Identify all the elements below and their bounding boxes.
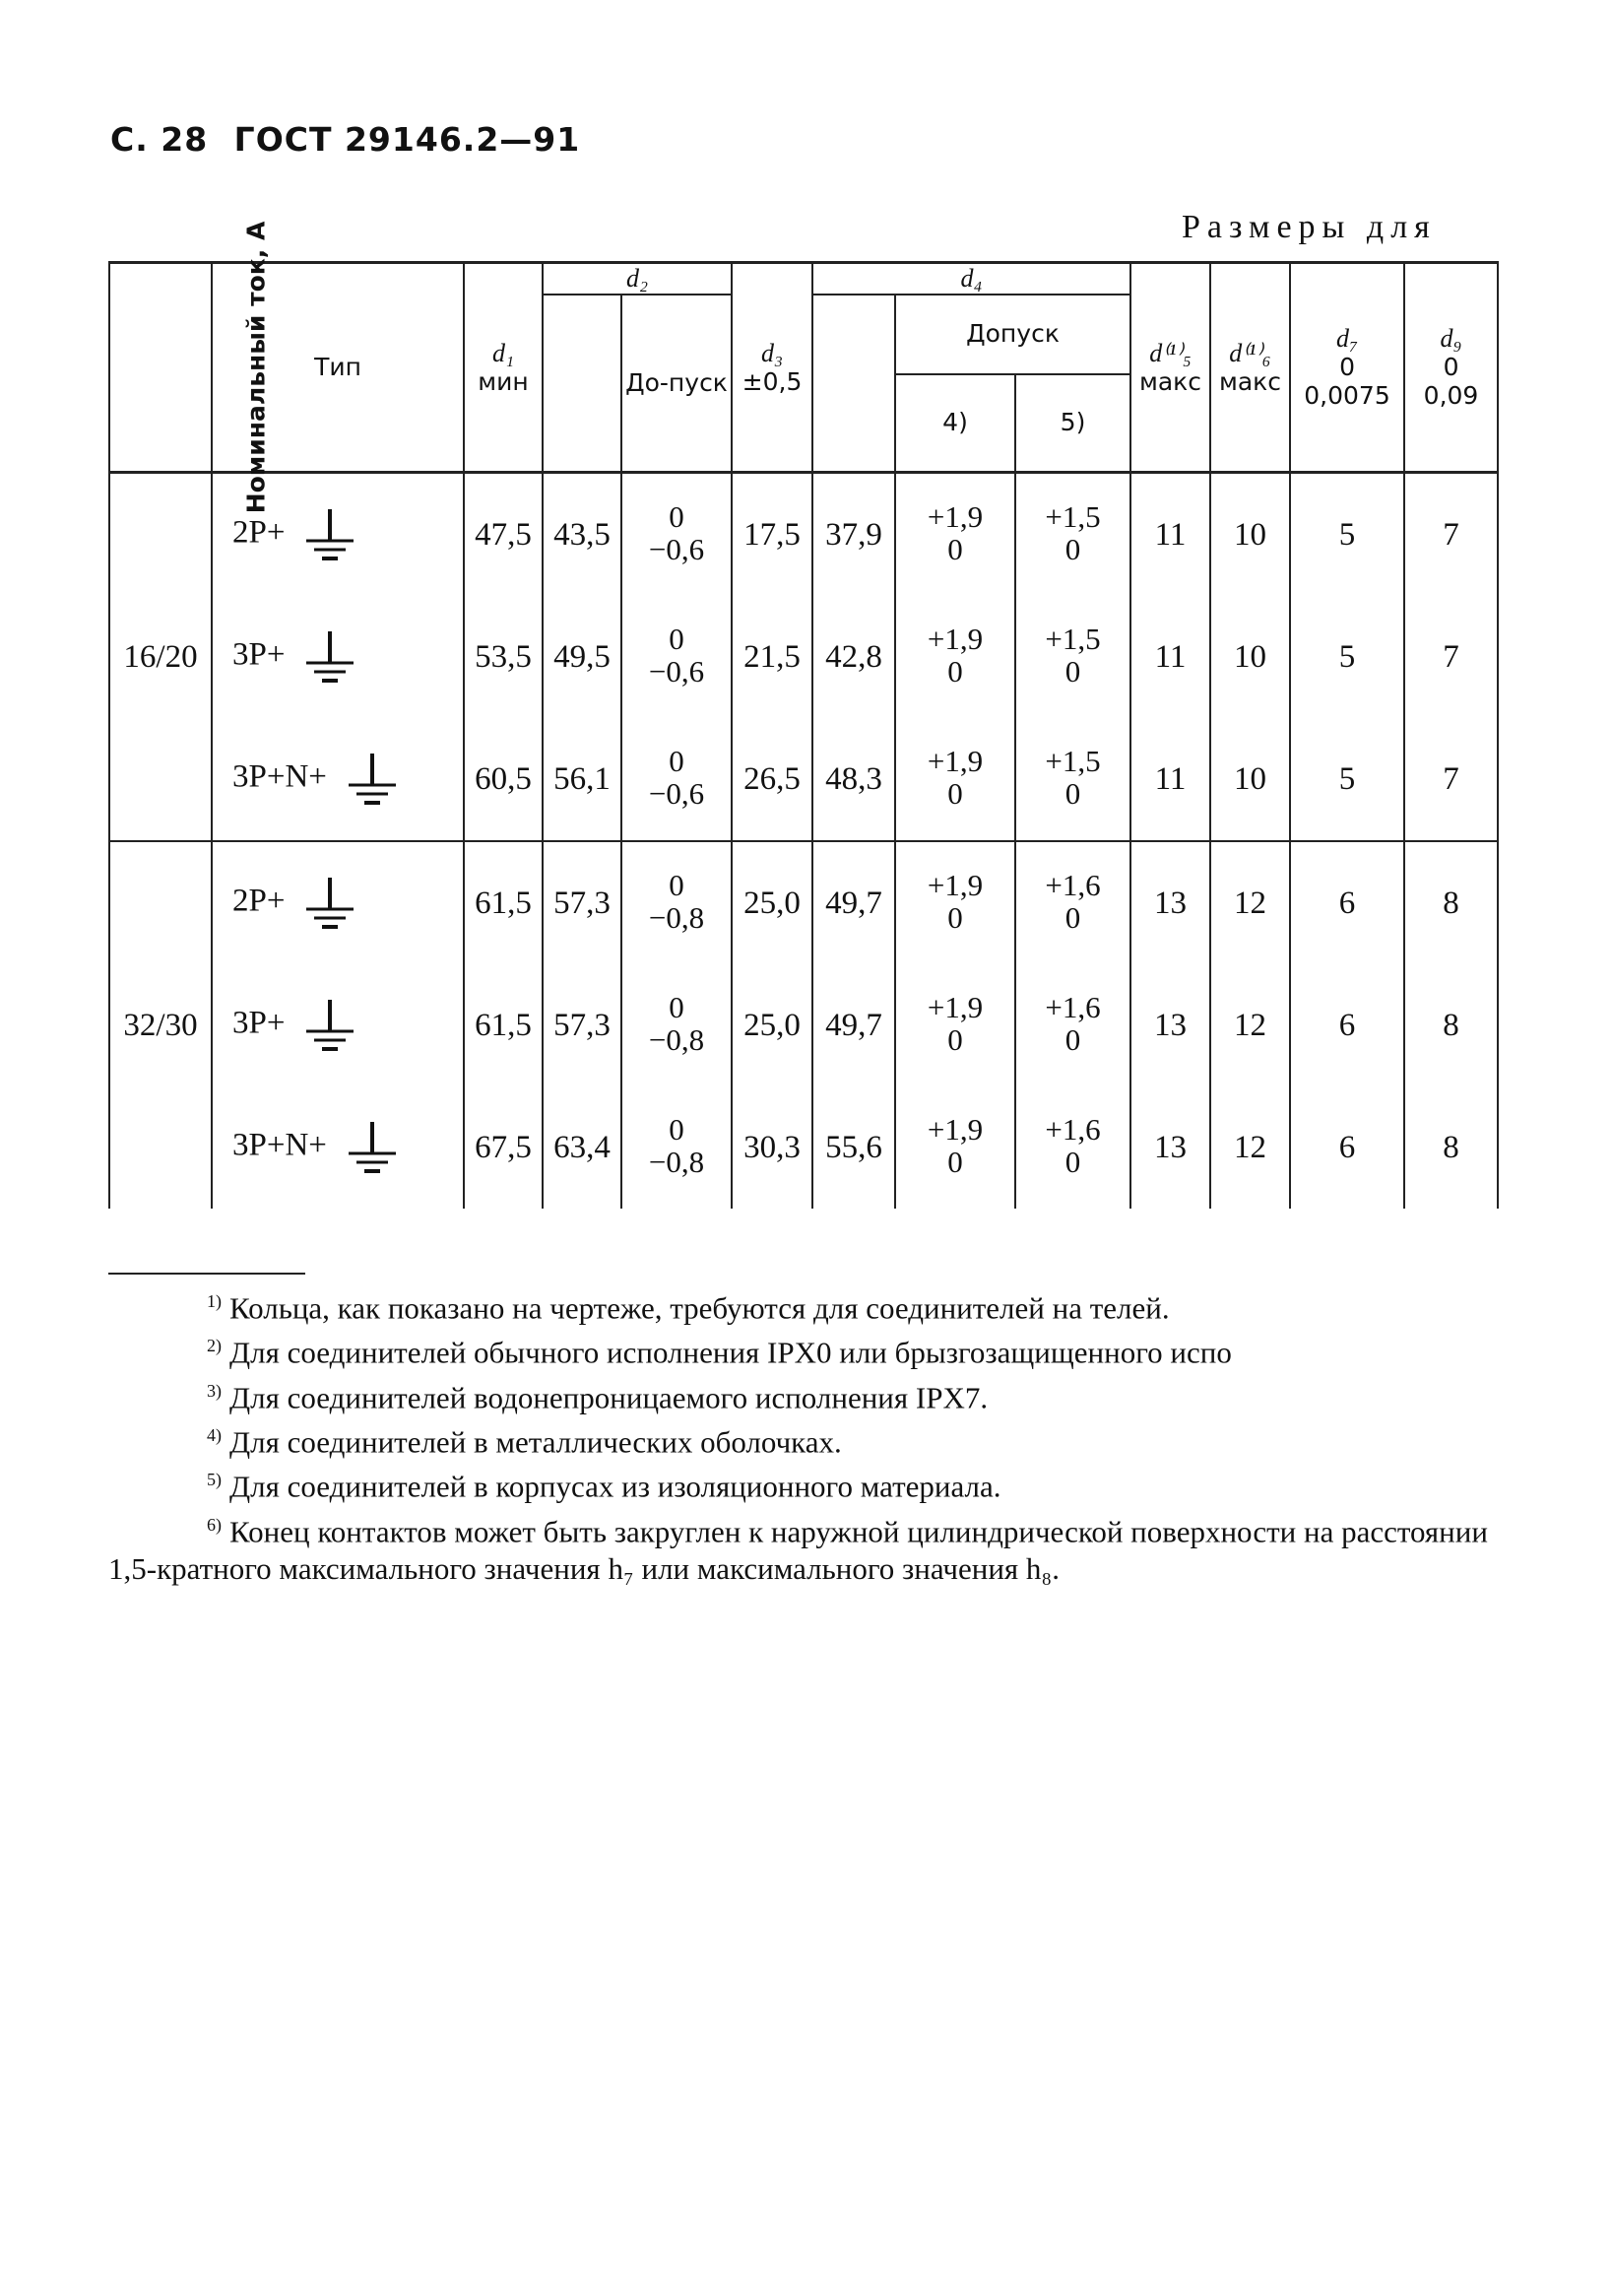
- footnote-mark: 4): [207, 1424, 222, 1445]
- header-d5: d⁽¹⁾₅ макс: [1130, 263, 1210, 473]
- header-d1: d₁ мин: [464, 263, 543, 473]
- cell-d3: 25,0: [732, 964, 812, 1086]
- footnote: [108, 1372, 1516, 1416]
- standard-number: ГОСТ 29146.2—91: [233, 120, 581, 159]
- cell-d4: 42,8: [812, 596, 895, 718]
- header-type: Тип: [212, 263, 464, 473]
- header-d4-tol-note4: 4): [895, 374, 1015, 473]
- footnote-mark: 2): [207, 1336, 222, 1356]
- cell-d6: 12: [1210, 841, 1290, 964]
- type-label: 2P+: [232, 514, 286, 551]
- cell-d3: 30,3: [732, 1086, 812, 1209]
- table-row: [109, 964, 1498, 1086]
- earth-symbol-icon: [302, 507, 357, 562]
- cell-d3: 17,5: [732, 473, 812, 597]
- header-d9: d₉ 0 0,09: [1404, 263, 1498, 473]
- footnote-mark: 1): [207, 1291, 222, 1311]
- cell-d1: 60,5: [464, 718, 543, 841]
- cell-d2: 49,5: [543, 596, 621, 718]
- header-current: Номинальный ток, А: [109, 263, 212, 473]
- connector-type: [212, 964, 464, 1086]
- cell-d9: 8: [1404, 841, 1498, 964]
- cell-d4-tolerance-5: +1,6 0: [1015, 841, 1130, 964]
- table-row: [109, 841, 1498, 964]
- cell-d7: 5: [1290, 473, 1404, 597]
- footnote: [108, 1416, 1516, 1461]
- cell-d4-tolerance-5: +1,5 0: [1015, 596, 1130, 718]
- cell-d5: 11: [1130, 596, 1210, 718]
- cell-d3: 26,5: [732, 718, 812, 841]
- cell-d6: 12: [1210, 1086, 1290, 1209]
- cell-d2-tolerance: 0 −0,6: [621, 473, 732, 597]
- earth-symbol-icon: [302, 629, 357, 685]
- cell-d5: 13: [1130, 1086, 1210, 1209]
- cell-d1: 47,5: [464, 473, 543, 597]
- cell-d1: 61,5: [464, 841, 543, 964]
- header-d4-tol-note5: 5): [1015, 374, 1130, 473]
- cell-d4-tolerance-4: +1,9 0: [895, 964, 1015, 1086]
- cell-d4-tolerance-4: +1,9 0: [895, 596, 1015, 718]
- table-row: [109, 718, 1498, 841]
- earth-symbol-icon: [345, 752, 400, 807]
- cell-d9: 8: [1404, 964, 1498, 1086]
- cell-d5: 11: [1130, 473, 1210, 597]
- cell-d2: 57,3: [543, 841, 621, 964]
- footnote-text: Для соединителей в металлических оболочках.: [229, 1424, 842, 1460]
- cell-d2: 57,3: [543, 964, 621, 1086]
- cell-d6: 10: [1210, 596, 1290, 718]
- header-d6: d⁽¹⁾₆ макс: [1210, 263, 1290, 473]
- cell-d5: 13: [1130, 841, 1210, 964]
- cell-d7: 5: [1290, 596, 1404, 718]
- cell-d7: 6: [1290, 1086, 1404, 1209]
- table-body: [109, 473, 1498, 1210]
- footnote-list: [108, 1282, 1516, 1588]
- connector-type: [212, 1086, 464, 1209]
- header-d4-value: [812, 295, 895, 473]
- cell-d6: 12: [1210, 964, 1290, 1086]
- cell-d2-tolerance: 0 −0,6: [621, 596, 732, 718]
- current-rating: 32/30: [109, 841, 212, 1209]
- header-d2-value: [543, 295, 621, 473]
- cell-d1: 67,5: [464, 1086, 543, 1209]
- footnote-text: Конец контактов может быть закруглен к наружной цилиндрической поверхности на расстоянии 1,5-кратного максимального значения h₇ или максимального значения h₈.: [108, 1513, 1488, 1586]
- cell-d7: 5: [1290, 718, 1404, 841]
- earth-symbol-icon: [302, 998, 357, 1053]
- cell-d1: 61,5: [464, 964, 543, 1086]
- connector-type: [212, 596, 464, 718]
- footnote-text: Для соединителей обычного исполнения IPX0 или брызгозащищенного испо: [229, 1335, 1232, 1370]
- cell-d3: 21,5: [732, 596, 812, 718]
- footnote: [108, 1282, 1516, 1327]
- cell-d4: 48,3: [812, 718, 895, 841]
- cell-d2-tolerance: 0 −0,8: [621, 964, 732, 1086]
- header-d4: d₄: [812, 263, 1130, 295]
- cell-d5: 13: [1130, 964, 1210, 1086]
- cell-d7: 6: [1290, 964, 1404, 1086]
- page-header: [110, 120, 594, 159]
- cell-d2-tolerance: 0 −0,8: [621, 1086, 732, 1209]
- cell-d9: 7: [1404, 596, 1498, 718]
- cell-d2-tolerance: 0 −0,8: [621, 841, 732, 964]
- earth-symbol-icon: [302, 876, 357, 931]
- cell-d4-tolerance-5: +1,5 0: [1015, 718, 1130, 841]
- table-row: [109, 473, 1498, 597]
- cell-d2-tolerance: 0 −0,6: [621, 718, 732, 841]
- current-rating: 16/20: [109, 473, 212, 842]
- connector-type: [212, 718, 464, 841]
- cell-d7: 6: [1290, 841, 1404, 964]
- type-label: 3P+N+: [232, 758, 327, 795]
- header-d4-tolerance: Допуск: [895, 295, 1130, 374]
- cell-d1: 53,5: [464, 596, 543, 718]
- header-d2-tolerance: До-пуск: [621, 295, 732, 473]
- footnote-mark: 6): [207, 1514, 222, 1535]
- page-number: С. 28: [110, 120, 209, 159]
- footnote: [108, 1506, 1516, 1588]
- header-d3: d₃ ±0,5: [732, 263, 812, 473]
- cell-d4-tolerance-5: +1,6 0: [1015, 964, 1130, 1086]
- type-label: 3P+N+: [232, 1127, 327, 1163]
- footnote-mark: 3): [207, 1380, 222, 1401]
- earth-symbol-icon: [345, 1120, 400, 1175]
- footnote-rule: [108, 1273, 305, 1275]
- type-label: 3P+: [232, 636, 286, 673]
- cell-d9: 7: [1404, 473, 1498, 597]
- cell-d4-tolerance-4: +1,9 0: [895, 473, 1015, 597]
- cell-d4: 55,6: [812, 1086, 895, 1209]
- header-d2: d₂: [543, 263, 732, 295]
- table-row: [109, 596, 1498, 718]
- cell-d4: 49,7: [812, 964, 895, 1086]
- cell-d2: 56,1: [543, 718, 621, 841]
- cell-d4: 49,7: [812, 841, 895, 964]
- cell-d9: 8: [1404, 1086, 1498, 1209]
- connector-type: [212, 841, 464, 964]
- cell-d4-tolerance-5: +1,5 0: [1015, 473, 1130, 597]
- table-caption: Размеры для: [1182, 209, 1437, 245]
- header-d7: d₇ 0 0,0075: [1290, 263, 1404, 473]
- footnote-text: Для соединителей в корпусах из изоляционного материала.: [229, 1469, 1001, 1504]
- cell-d4-tolerance-4: +1,9 0: [895, 1086, 1015, 1209]
- cell-d2: 63,4: [543, 1086, 621, 1209]
- cell-d9: 7: [1404, 718, 1498, 841]
- footnote: [108, 1327, 1516, 1371]
- footnote-text: Для соединителей водонепроницаемого исполнения IPX7.: [229, 1379, 989, 1414]
- footnotes: [108, 1273, 1516, 1588]
- type-label: 2P+: [232, 883, 286, 919]
- cell-d2: 43,5: [543, 473, 621, 597]
- cell-d4-tolerance-5: +1,6 0: [1015, 1086, 1130, 1209]
- table-row: [109, 1086, 1498, 1209]
- cell-d4-tolerance-4: +1,9 0: [895, 718, 1015, 841]
- cell-d4: 37,9: [812, 473, 895, 597]
- footnote-text: Кольца, как показано на чертеже, требуются для соединителей на телей.: [229, 1290, 1170, 1326]
- footnote: [108, 1461, 1516, 1505]
- type-label: 3P+: [232, 1005, 286, 1041]
- cell-d3: 25,0: [732, 841, 812, 964]
- footnote-mark: 5): [207, 1470, 222, 1490]
- cell-d6: 10: [1210, 718, 1290, 841]
- cell-d5: 11: [1130, 718, 1210, 841]
- cell-d6: 10: [1210, 473, 1290, 597]
- cell-d4-tolerance-4: +1,9 0: [895, 841, 1015, 964]
